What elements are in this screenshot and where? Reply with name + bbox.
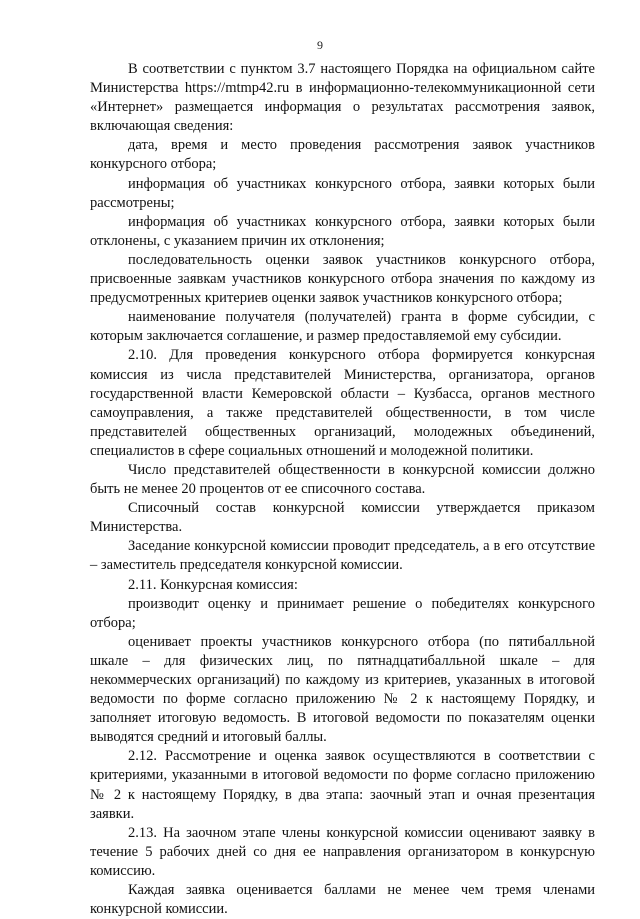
- paragraph-section-2-12: 2.12. Рассмотрение и оценка заявок осуществляются в соответствии с критериями, указанными в итоговой ведомости по форме согласно приложению № 2 к настоящему Порядку, в два этапа: заочный этап и очная презентация заявки.: [90, 748, 595, 822]
- paragraph-section-2-13: 2.13. На заочном этапе члены конкурсной комиссии оценивают заявку в течение 5 рабочих дней со дня ее направления организатором в конкурсную комиссию.: [90, 824, 595, 879]
- paragraph-grant-recipient: наименование получателя (получателей) гранта в форме субсидии, с которым заключается соглашение, и размер предоставляемой ему субсидии.: [90, 309, 595, 345]
- document-body: [90, 60, 595, 919]
- paragraph-section-2-11: 2.11. Конкурсная комиссия:: [128, 576, 298, 593]
- paragraph-considered-participants: информация об участниках конкурсного отбора, заявки которых были рассмотрены;: [90, 175, 595, 211]
- paragraph-decision-winners: производит оценку и принимает решение о победителях конкурсного отбора;: [90, 595, 595, 631]
- page-number: 9: [317, 38, 323, 52]
- paragraph-evaluation-sequence: последовательность оценки заявок участников конкурсного отбора, присвоенные заявкам участников конкурсного отбора значения по каждому из предусмотренных критериев оценки заявок участников конкурсного отбора;: [90, 251, 595, 307]
- paragraph-rejected-participants: информация об участниках конкурсного отбора, заявки которых были отклонены, с указанием причин их отклонения;: [90, 213, 595, 249]
- paragraph-commission-composition: Списочный состав конкурсной комиссии утверждается приказом Министерства.: [90, 500, 595, 536]
- paragraph-results-info: В соответствии с пунктом 3.7 настоящего Порядка на официальном сайте Министерства https://mtmp42.ru в информационно-телекоммуникационной сети «Интернет» размещается информация о результатах рассмотрения заявок, включающая сведения:: [90, 61, 595, 135]
- paragraph-public-representatives: Число представителей общественности в конкурсной комиссии должно быть не менее 20 процентов от ее списочного состава.: [90, 461, 595, 498]
- paragraph-commission-chair: Заседание конкурсной комиссии проводит председатель, а в его отсутствие – заместитель председателя конкурсной комиссии.: [90, 538, 595, 574]
- paragraph-section-2-10: 2.10. Для проведения конкурсного отбора формируется конкурсная комиссия из числа представителей Министерства, организатора, органов государственной власти Кемеровской области – Кузбасса, органов местного самоуправления, а также представителей общественности, в том числе представителей общественных организаций, молодежных объединений, специалистов в сфере социальных отношений и молодежной политики.: [90, 347, 595, 459]
- paragraph-date-time-place: дата, время и место проведения рассмотрения заявок участников конкурсного отбора;: [90, 137, 595, 173]
- paragraph-scoring-members: Каждая заявка оценивается баллами не менее чем тремя членами конкурсной комиссии.: [90, 882, 595, 918]
- paragraph-project-evaluation: оценивает проекты участников конкурсного отбора (по пятибалльной шкале – для физических лиц, по пятнадцатибалльной шкале – для некоммерческих организаций) по каждому из критериев, указанных в итоговой ведомости по форме согласно приложению № 2 к настоящему Порядку, и заполняет итоговую ведомость. В итоговой ведомости по показателям оценки выводятся средний и итоговый баллы.: [90, 633, 595, 746]
